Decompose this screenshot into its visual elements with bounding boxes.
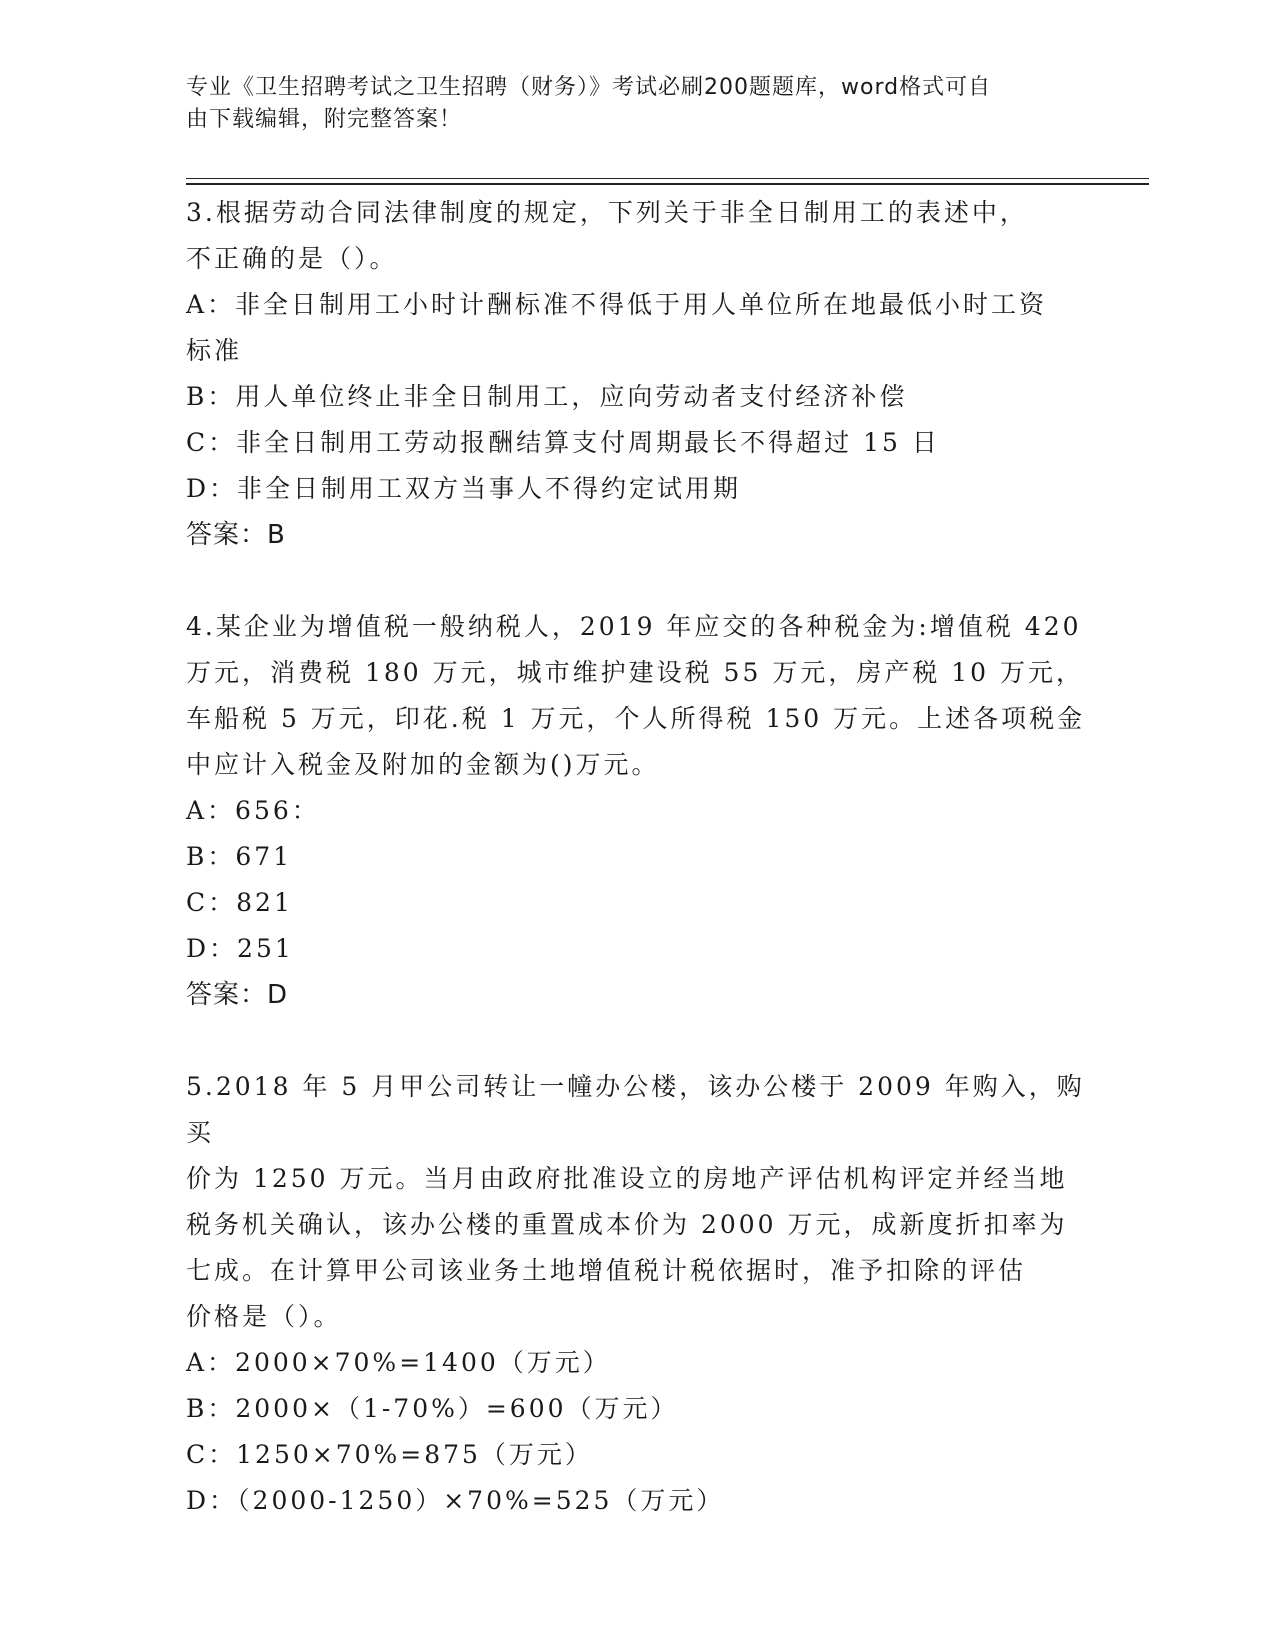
- question-4-option-d: D：251: [186, 934, 294, 963]
- question-3: [186, 190, 1086, 558]
- question-4-option-a: A：656：: [186, 796, 320, 825]
- question-3-line-2: 不正确的是（）。: [186, 244, 398, 273]
- question-5-line-3: 税务机关确认，该办公楼的重置成本价为 2000 万元，成新度折扣率为: [186, 1210, 1068, 1239]
- question-5-option-b: B：2000×（1-70%）=600（万元）: [186, 1394, 679, 1423]
- spacer: [186, 1018, 1086, 1064]
- question-5-option-d: D：（2000-1250）×70%=525（万元）: [186, 1486, 725, 1515]
- question-4-line-3: 车船税 5 万元，印花.税 1 万元，个人所得税 150 万元。上述各项税金: [186, 704, 1086, 733]
- question-4: [186, 604, 1086, 1018]
- header-divider-thin: [186, 178, 1149, 179]
- question-4-option-b: B：671: [186, 842, 293, 871]
- question-4-answer: 答案：D: [186, 980, 289, 1010]
- header-line-2: 由下载编辑，附完整答案！: [186, 107, 463, 132]
- question-3-option-a: A：非全日制用工小时计酬标准不得低于用人单位所在地最低小时工资: [186, 290, 1048, 319]
- header-divider-thick: [186, 183, 1149, 185]
- question-4-line-1: 4.某企业为增值税一般纳税人，2019 年应交的各种税金为:增值税 420: [186, 612, 1082, 641]
- question-3-answer: 答案：B: [186, 520, 286, 550]
- question-5-line-4: 七成。在计算甲公司该业务土地增值税计税依据时，准予扣除的评估: [186, 1256, 1027, 1285]
- question-4-option-c: C：821: [186, 888, 293, 917]
- question-list: [186, 190, 1086, 1524]
- question-3-option-b: B：用人单位终止非全日制用工，应向劳动者支付经济补偿: [186, 382, 908, 411]
- question-3-option-d: D：非全日制用工双方当事人不得约定试用期: [186, 474, 742, 503]
- question-5-line-1: 5.2018 年 5 月甲公司转让一幢办公楼，该办公楼于 2009 年购入，购买: [186, 1072, 1085, 1147]
- question-3-option-c: C：非全日制用工劳动报酬结算支付周期最长不得超过 15 日: [186, 428, 940, 457]
- question-5: [186, 1064, 1086, 1524]
- question-3-line-1: 3.根据劳动合同法律制度的规定，下列关于非全日制用工的表述中，: [186, 198, 1028, 227]
- spacer: [186, 558, 1086, 604]
- question-4-line-4: 中应计入税金及附加的金额为()万元。: [186, 750, 660, 779]
- question-5-line-5: 价格是（）。: [186, 1302, 342, 1331]
- header-line-1: 专业《卫生招聘考试之卫生招聘（财务）》考试必刷200题题库，word格式可自: [186, 75, 992, 100]
- document-header: [186, 72, 1086, 136]
- question-5-option-a: A：2000×70%=1400（万元）: [186, 1348, 611, 1377]
- question-3-option-a-cont: 标准: [186, 336, 243, 365]
- question-5-option-c: C：1250×70%=875（万元）: [186, 1440, 593, 1469]
- question-5-line-2: 价为 1250 万元。当月由政府批准设立的房地产评估机构评定并经当地: [186, 1164, 1068, 1193]
- question-4-line-2: 万元，消费税 180 万元，城市维护建设税 55 万元，房产税 10 万元，: [186, 658, 1085, 687]
